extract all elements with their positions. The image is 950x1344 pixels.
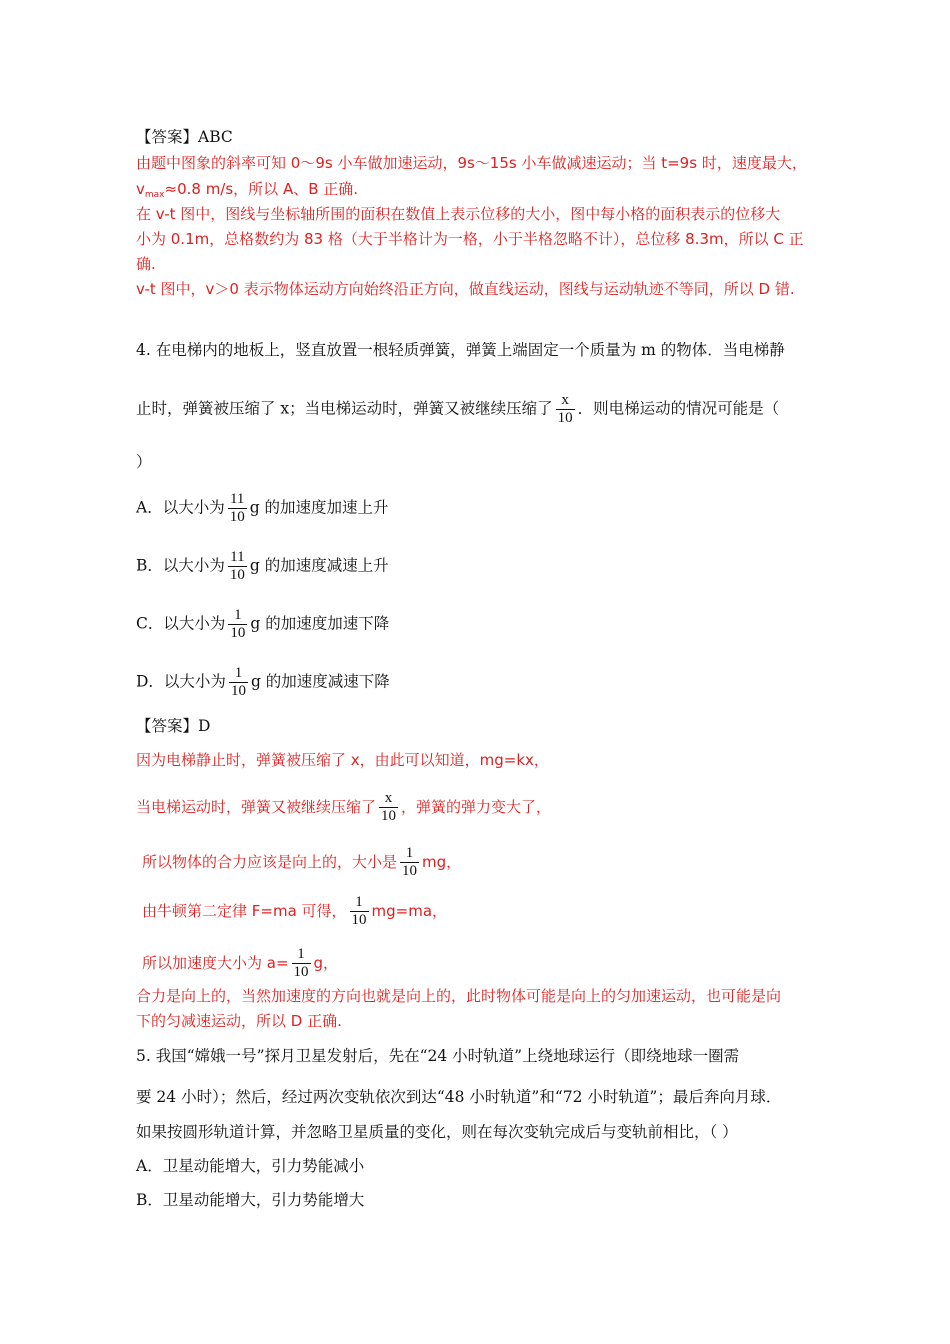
answer4-line5: 所以加速度大小为 a= $\frac{1}{10}$ g， [142,946,339,980]
fraction: $\frac{1}{10}$ [230,665,246,699]
q4-option-c: C．以大小为 $\frac{1}{10}$ g 的加速度加速下降 [136,607,390,641]
fraction: $\frac{1}{10}$ [351,894,367,928]
answer4-line4: 由牛顿第二定律 F=ma 可得， $\frac{1}{10}$ mg=ma， [142,894,448,928]
q4-line1: 4. 在电梯内的地板上，竖直放置一根轻质弹簧，弹簧上端固定一个质量为 m 的物体．当电梯静 [136,341,785,359]
q4-line2: 止时，弹簧被压缩了 x；当电梯运动时，弹簧又被继续压缩了 $\frac{x}{10}$ ．则电梯运动的情况可能是（ [136,392,780,426]
fraction: $\frac{x}{10}$ [557,392,573,426]
answer-label-q4: 【答案】D [136,717,211,735]
q4-option-d: D．以大小为 $\frac{1}{10}$ g 的加速度减速下降 [136,665,390,699]
fraction: $\frac{11}{10}$ [229,491,245,525]
answer3-line5: 确. [136,255,156,273]
q5-line2: 要 24 小时）；然后，经过两次变轨依次到达“48 小时轨道”和“72 小时轨道”；最后奔向月球． [136,1088,782,1106]
answer3-line1: 由题中图象的斜率可知 0～9s 小车做加速运动，9s～15s 小车做减速运动；当 t=9s 时，速度最大， [136,154,807,172]
answer3-line3: 在 v-t 图中，图线与坐标轴所围的面积在数值上表示位移的大小，图中每小格的面积表示的位移大 [136,205,781,223]
fraction: $\frac{1}{10}$ [293,946,309,980]
answer4-line1: 因为电梯静止时，弹簧被压缩了 x，由此可以知道，mg=kx， [136,751,549,769]
answer4-line2: 当电梯运动时，弹簧又被继续压缩了 $\frac{x}{10}$ ，弹簧的弹力变大了， [136,790,552,824]
answer3-line2: $v_{max}\approx 0.8$ m/s，所以 A、B 正确. [136,180,359,200]
answer4-line7: 下的匀减速运动，所以 D 正确. [136,1012,342,1030]
fraction: $\frac{x}{10}$ [381,790,397,824]
q4-line3: ） [136,453,152,471]
q5-option-b: B．卫星动能增大，引力势能增大 [136,1191,365,1209]
q5-line3: 如果按圆形轨道计算，并忽略卫星质量的变化，则在每次变轨完成后与变轨前相比，（ ） [136,1123,738,1141]
answer3-line4: 小为 0.1m，总格数约为 83 格（大于半格计为一格，小于半格忽略不计），总位移 8.3m，所以 C 正 [136,230,804,248]
q4-option-b: B．以大小为 $\frac{11}{10}$ g 的加速度减速上升 [136,549,389,583]
fraction: $\frac{11}{10}$ [229,549,245,583]
q5-option-a: A．卫星动能增大，引力势能减小 [136,1157,365,1175]
answer3-line6: v-t 图中，v＞0 表示物体运动方向始终沿正方向，做直线运动，图线与运动轨迹不等同，所以 D 错. [136,280,795,298]
q4-option-a: A．以大小为 $\frac{11}{10}$ g 的加速度加速上升 [136,491,389,525]
answer-label-q3: 【答案】ABC [136,128,233,146]
fraction: $\frac{1}{10}$ [402,845,418,879]
fraction: $\frac{1}{10}$ [230,607,246,641]
answer4-line6: 合力是向上的，当然加速度的方向也就是向上的，此时物体可能是向上的匀加速运动，也可能是向 [136,987,782,1005]
answer4-line3: 所以物体的合力应该是向上的，大小是 $\frac{1}{10}$ mg， [142,845,462,879]
q5-line1: 5. 我国“嫦娥一号”探月卫星发射后，先在“24 小时轨道”上绕地球运行（即绕地球一圈需 [136,1047,740,1065]
